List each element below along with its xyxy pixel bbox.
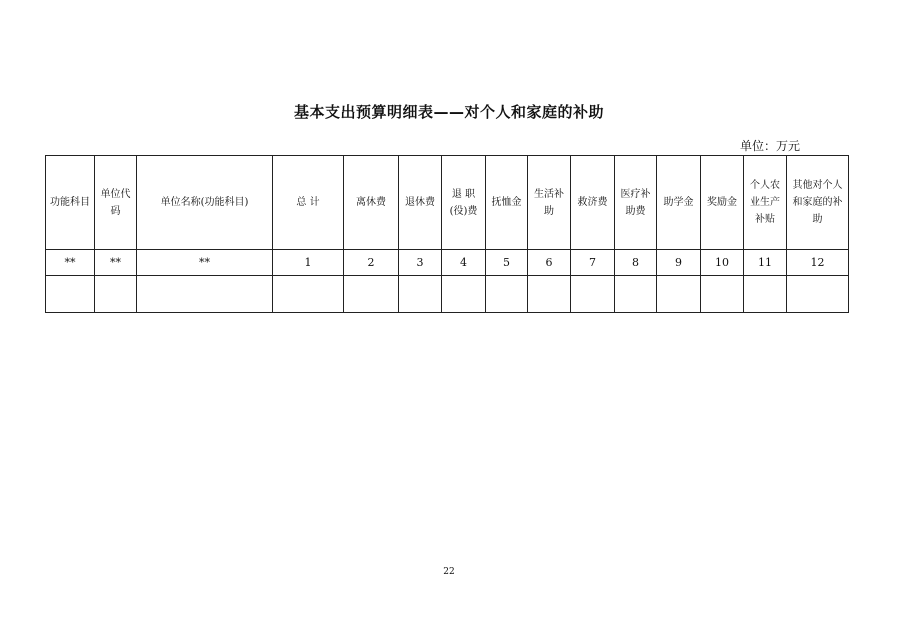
- header-cell: 离休费: [344, 156, 399, 250]
- header-cell: 救济费: [571, 156, 615, 250]
- unit-label: 单位：万元: [739, 139, 800, 153]
- code-cell: **: [137, 250, 273, 276]
- table-cell: [701, 276, 744, 313]
- table-cell: [95, 276, 137, 313]
- table-cell: [486, 276, 528, 313]
- table-cell: [399, 276, 442, 313]
- table-row: [46, 276, 849, 313]
- budget-table: [45, 155, 849, 313]
- table-cell: [744, 276, 787, 313]
- header-cell: 退休费: [399, 156, 442, 250]
- table-cell: [442, 276, 486, 313]
- code-cell: 8: [615, 250, 657, 276]
- header-cell: 奖励金: [701, 156, 744, 250]
- header-cell: 总 计: [273, 156, 344, 250]
- header-cell: 医疗补助费: [615, 156, 657, 250]
- code-cell: **: [46, 250, 95, 276]
- code-cell: 7: [571, 250, 615, 276]
- code-cell: 5: [486, 250, 528, 276]
- table-cell: [528, 276, 571, 313]
- code-cell: 6: [528, 250, 571, 276]
- header-cell: 其他对个人和家庭的补助: [787, 156, 849, 250]
- code-cell: 9: [657, 250, 701, 276]
- code-cell: 1: [273, 250, 344, 276]
- header-cell: 抚恤金: [486, 156, 528, 250]
- code-cell: 10: [701, 250, 744, 276]
- table-code-row: [46, 250, 849, 276]
- page-number: 22: [443, 567, 455, 577]
- table-cell: [657, 276, 701, 313]
- table-cell: [46, 276, 95, 313]
- code-cell: 12: [787, 250, 849, 276]
- code-cell: 2: [344, 250, 399, 276]
- table-cell: [137, 276, 273, 313]
- code-cell: **: [95, 250, 137, 276]
- table-cell: [344, 276, 399, 313]
- header-cell: 功能科目: [46, 156, 95, 250]
- header-cell: 助学金: [657, 156, 701, 250]
- code-cell: 4: [442, 250, 486, 276]
- code-cell: 11: [744, 250, 787, 276]
- header-cell: 退 职(役)费: [442, 156, 486, 250]
- table-header-row: [46, 156, 849, 250]
- code-cell: 3: [399, 250, 442, 276]
- table-cell: [615, 276, 657, 313]
- header-cell: 生活补助: [528, 156, 571, 250]
- table-cell: [273, 276, 344, 313]
- header-cell: 单位名称(功能科目): [137, 156, 273, 250]
- table-cell: [571, 276, 615, 313]
- page-title: 基本支出预算明细表——对个人和家庭的补助: [293, 103, 604, 121]
- header-cell: 单位代码: [95, 156, 137, 250]
- table-cell: [787, 276, 849, 313]
- header-cell: 个人农业生产补贴: [744, 156, 787, 250]
